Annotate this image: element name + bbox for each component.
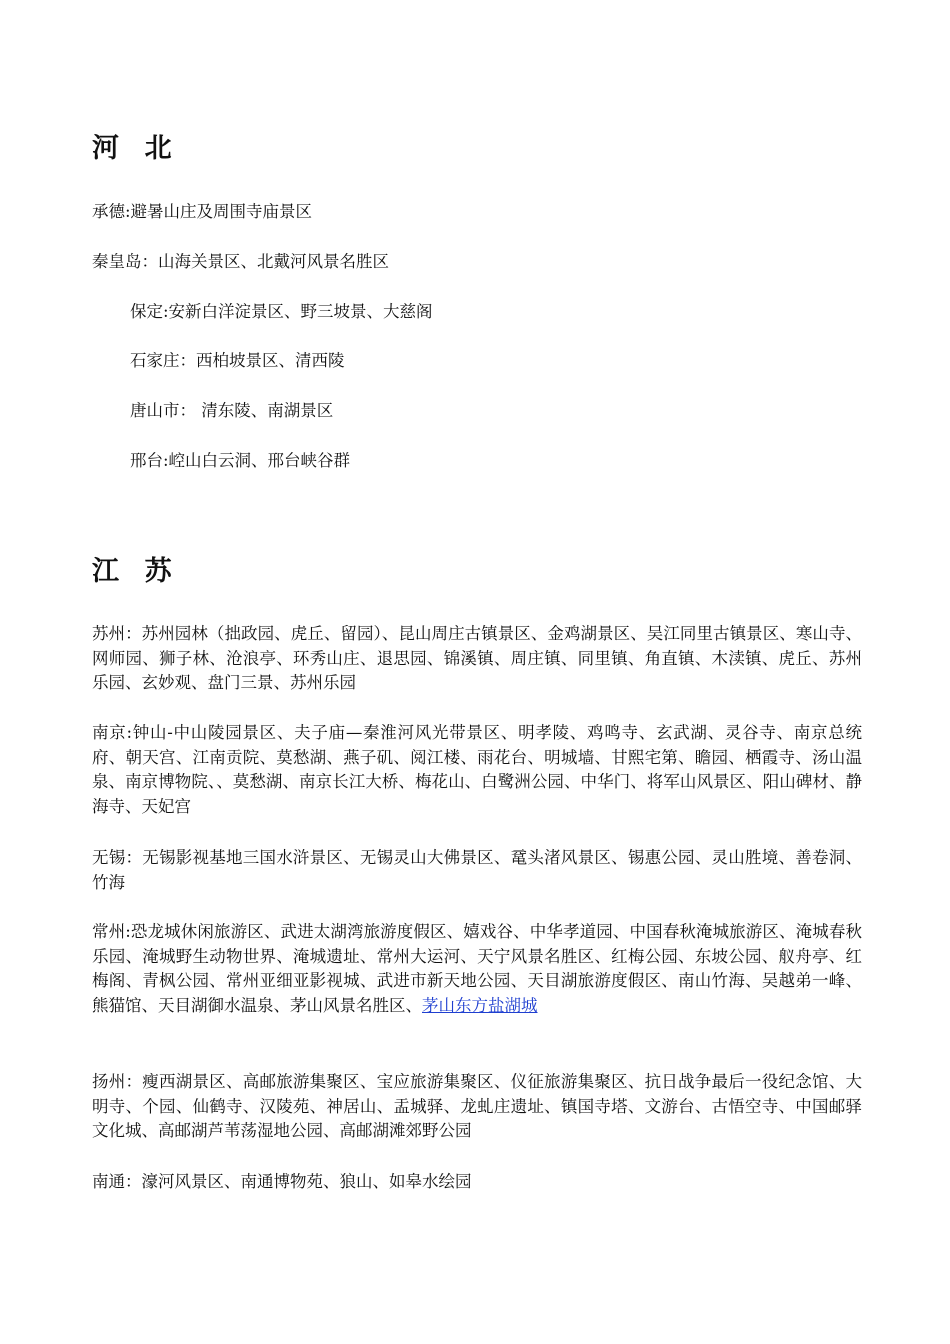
maoshan-salt-lake-link[interactable]: 茅山东方盐湖城 [422, 995, 538, 1015]
paragraph-nanjing: 南京:钟山-中山陵园景区、夫子庙—秦淮河风光带景区、明孝陵、鸡鸣寺、玄武湖、灵谷寺、南京总统府、朝天宫、江南贡院、莫愁湖、燕子矶、阅江楼、雨花台、明城墙、甘熙宅第、瞻园、栖霞寺、汤山温泉、南京博物院、、莫愁湖、南京长江大桥、梅花山、白鹭洲公园、中华门、将军山风景区、阳山碑材、静海寺、天妃宫 [92, 723, 862, 816]
paragraph-yangzhou: 扬州：瘦西湖景区、高邮旅游集聚区、宝应旅游集聚区、仪征旅游集聚区、抗日战争最后一役纪念馆、大明寺、个园、仙鹤寺、汉陵苑、神居山、盂城驿、龙虬庄遗址、镇国寺塔、文游台、古悟空寺、中国邮驿文化城、高邮湖芦苇荡湿地公园、高邮湖滩郊野公园 [92, 1072, 862, 1141]
scenic-line-baoding: 保定:安新白洋淀景区、野三坡景、大慈阁 [130, 302, 433, 321]
scenic-line-tangshan: 唐山市： 清东陵、南湖景区 [130, 401, 334, 420]
scenic-line-chengde: 承德:避暑山庄及周围寺庙景区 [92, 202, 313, 221]
paragraph-suzhou: 苏州：苏州园林（拙政园、虎丘、留园）、昆山周庄古镇景区、金鸡湖景区、吴江同里古镇景区、寒山寺、网师园、狮子林、沧浪亭、环秀山庄、退思园、锦溪镇、周庄镇、同里镇、角直镇、木渎镇、虎丘、苏州乐园、玄妙观、盘门三景、苏州乐园 [92, 624, 862, 693]
scenic-line-shijiazhuang: 石家庄：西柏坡景区、清西陵 [130, 351, 345, 370]
scenic-line-xingtai: 邢台:崆山白云洞、邢台峡谷群 [130, 451, 351, 470]
changzhou-text: 常州:恐龙城休闲旅游区、武进太湖湾旅游度假区、嬉戏谷、中华孝道园、中国春秋淹城旅游区、淹城春秋乐园、淹城野生动物世界、淹城遗址、常州大运河、天宁风景名胜区、红梅公园、东坡公园、舣舟亭、红梅阁、青枫公园、常州亚细亚影视城、武进市新天地公园、天目湖旅游度假区、南山竹海、吴越弟一峰、熊猫馆、天目湖御水温泉、茅山风景名胜区、 [92, 922, 862, 1015]
section-heading-jiangsu: 江 苏 [92, 556, 180, 587]
section-heading-hebei: 河 北 [92, 133, 180, 164]
paragraph-nantong: 南通：濠河风景区、南通博物苑、狼山、如皋水绘园 [92, 1172, 472, 1191]
paragraph-changzhou [92, 920, 862, 1018]
scenic-line-qinhuangdao: 秦皇岛：山海关景区、北戴河风景名胜区 [92, 252, 389, 271]
paragraph-wuxi: 无锡：无锡影视基地三国水浒景区、无锡灵山大佛景区、鼋头渚风景区、锡惠公园、灵山胜境、善卷洞、竹海 [92, 848, 862, 892]
